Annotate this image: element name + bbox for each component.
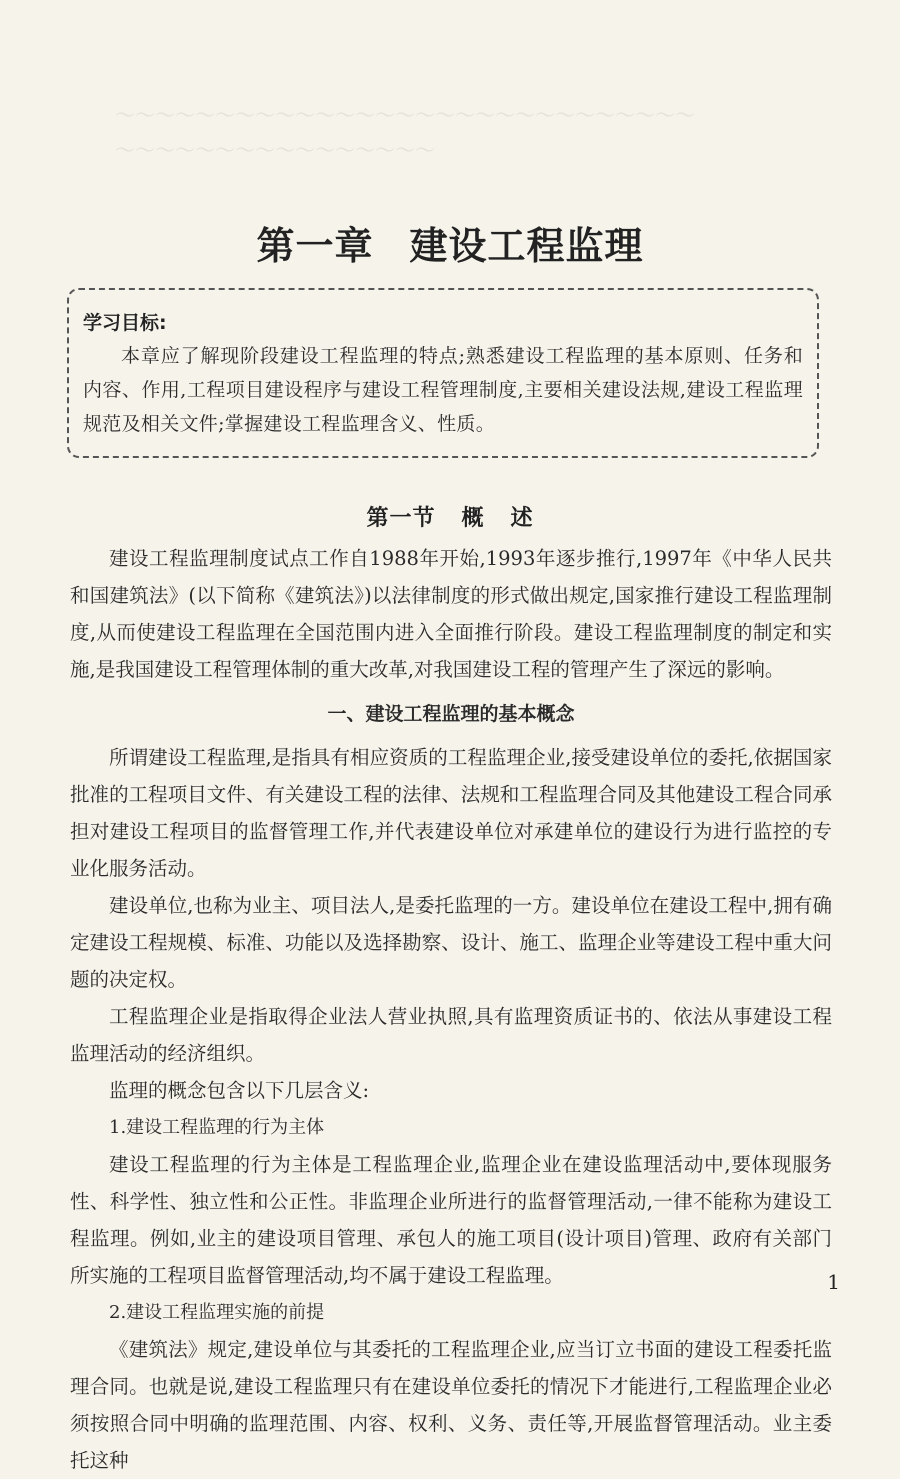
section-title: 第一节 概 述 [366,505,534,532]
section-number: 第一节 [366,505,436,532]
point1-paragraph: 建设工程监理的行为主体是工程监理企业,监理企业在建设监理活动中,要体现服务性、科学性、独立性和公正性。非监理企业所进行的监督管理活动,一律不能称为建设工程监理。例如,业主的建设项目管理、承包人的施工项目(设计项目)管理、政府有关部门所实施的工程项目监督管理活动,均不属于建设工程监理。 [70,1153,832,1287]
body-text [70,540,832,1479]
intro-paragraph: 建设工程监理制度试点工作自1988年开始,1993年逐步推行,1997年《中华人民共和国建筑法》(以下简称《建筑法》)以法律制度的形式做出规定,国家推行建设工程监理制度,从而使建设工程监理在全国范围内进入全面推行阶段。建设工程监理制度的制定和实施,是我国建设工程管理体制的重大改革,对我国建设工程的管理产生了深远的影响。 [70,547,832,681]
bleed-through-text: ～～～～～～～～～～～～～～～～～～～～～～～～～～～～～ [115,103,695,127]
definition-paragraph: 所谓建设工程监理,是指具有相应资质的工程监理企业,接受建设单位的委托,依据国家批准的工程项目文件、有关建设工程的法律、法规和工程监理合同及其他建设工程合同承担对建设工程项目的监督管理工作,并代表建设单位对承建单位的建设行为进行监控的专业化服务活动。 [70,746,832,880]
point1-heading: 1.建设工程监理的行为主体 [109,1117,325,1138]
learning-objectives-box [67,288,819,458]
owner-paragraph: 建设单位,也称为业主、项目法人,是委托监理的一方。建设单位在建设工程中,拥有确定建设工程规模、标准、功能以及选择勘察、设计、施工、监理企业等建设工程中重大问题的决定权。 [70,894,832,991]
subsection-heading: 一、建设工程监理的基本概念 [327,703,575,725]
enterprise-paragraph: 工程监理企业是指取得企业法人营业执照,具有监理资质证书的、依法从事建设工程监理活动的经济组织。 [70,1005,832,1065]
point2-heading: 2.建设工程监理实施的前提 [109,1302,325,1323]
learning-objectives-text: 本章应了解现阶段建设工程监理的特点;熟悉建设工程监理的基本原则、任务和内容、作用,工程项目建设程序与建设工程管理制度,主要相关建设法规,建设工程监理规范及相关文件;掌握建设工程监理含义、性质。 [83,345,803,435]
chapter-number: 第一章 [256,224,374,269]
chapter-title [0,215,900,270]
learning-objectives-label: 学习目标: [83,312,167,334]
meanings-intro: 监理的概念包含以下几层含义: [109,1079,370,1102]
bleed-through-text: ～～～～～～～～～～～～～～～～ [115,138,435,162]
page-number: 1 [827,1270,840,1294]
point2-paragraph: 《建筑法》规定,建设单位与其委托的工程监理企业,应当订立书面的建设工程委托监理合同。也就是说,建设工程监理只有在建设单位委托的情况下才能进行,工程监理企业必须按照合同中明确的监理范围、内容、权利、义务、责任等,开展监督管理活动。业主委托这种 [70,1338,832,1472]
chapter-name: 建设工程监理 [409,224,644,269]
